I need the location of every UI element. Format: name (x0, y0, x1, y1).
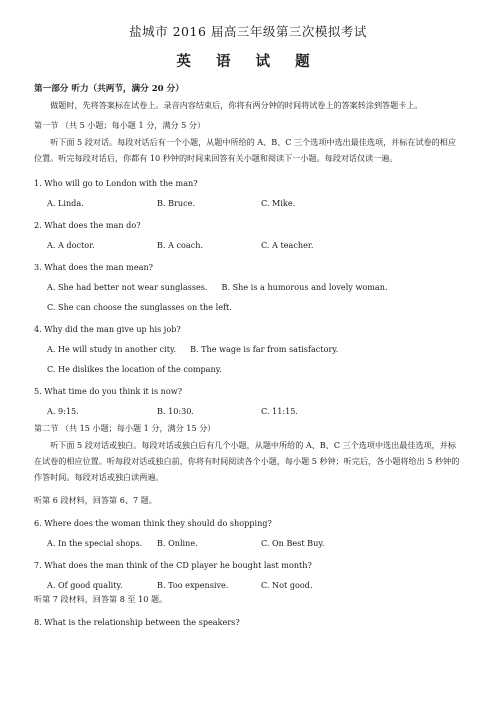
question-3-option-c-line (34, 302, 462, 312)
question-3-options-ab (34, 282, 462, 292)
option-a: A. Linda. (47, 198, 84, 208)
option-b: B. The wage is far from satisfactory. (190, 344, 339, 354)
option-c: C. She can choose the sunglasses on the left. (47, 302, 232, 312)
section2-instructions: 听下面 5 段对话或独白。每段对话或独白后有几个小题，从题中所给的 A、B、C 三个选项中选出最佳选项，并标在试卷的相应位置。听每段对话或独白前，你将有时间阅读各个小题，每小题 5 秒钟；听完后，各小题将给出 5 秒钟的作答时间。每段对话或独白读两遍。 (34, 440, 460, 482)
section1-instructions: 听下面 5 段对话。每段对话后有一个小题，从题中所给的 A、B、C 三个选项中选出最佳选项，并标在试卷的相应位置。听完每段对话后，你都有 10 秒钟的时间来回答有关小题和阅读下一小题。每段对话仅读一遍。 (34, 137, 456, 163)
part1-heading: 第一部分 听力（共两节，满分 20 分） (34, 84, 184, 94)
option-b: B. Bruce. (157, 198, 196, 208)
option-a: A. He will study in another city. (47, 344, 177, 354)
question-5-options (34, 406, 462, 416)
part1-intro: 做题时，先将答案标在试卷上。录音内容结束后，你将有两分钟的时间将试卷上的答案转涂到答题卡上。 (50, 100, 423, 110)
question-7-options (34, 580, 462, 590)
material-6-note: 听第 6 段材料，回答第 6、7 题。 (34, 495, 157, 505)
option-c: C. Not good. (261, 580, 313, 590)
option-a: A. She had better not wear sunglasses. (47, 282, 208, 292)
question-3: 3. What does the man mean? (34, 262, 154, 272)
exam-subtitle: 英 语 试 题 (176, 53, 320, 70)
exam-title: 盐城市 2016 届高三年级第三次模拟考试 (129, 24, 367, 39)
question-1-options (34, 198, 462, 208)
question-2: 2. What does the man do? (34, 220, 141, 230)
question-5: 5. What time do you think it is now? (34, 386, 183, 396)
option-b: B. Online. (157, 538, 198, 548)
question-6-options (34, 538, 462, 548)
option-a: A. In the special shops. (47, 538, 143, 548)
question-8: 8. What is the relationship between the speakers? (34, 617, 240, 627)
material-7-note: 听第 7 段材料，回答第 8 至 10 题。 (34, 594, 168, 604)
option-c: C. Mike. (261, 198, 296, 208)
option-a: A. Of good quality. (47, 580, 123, 590)
option-b: B. A coach. (157, 240, 204, 250)
section2-heading: 第二节 （共 15 小题；每小题 1 分，满分 15 分） (34, 423, 216, 433)
option-b: B. 10:30. (157, 406, 194, 416)
question-4: 4. Why did the man give up his job? (34, 324, 181, 334)
question-2-options (34, 240, 462, 250)
option-c: C. On Best Buy. (261, 538, 325, 548)
option-b: B. She is a humorous and lovely woman. (221, 282, 388, 292)
option-a: A. A doctor. (47, 240, 95, 250)
option-c: C. 11:15. (261, 406, 298, 416)
question-7: 7. What does the man think of the CD player he bought last month? (34, 560, 312, 570)
section1-heading: 第一节 （共 5 小题；每小题 1 分，满分 5 分） (34, 120, 206, 130)
question-4-options-ab (34, 344, 462, 354)
option-c: C. A teacher. (261, 240, 314, 250)
option-b: B. Too expensive. (157, 580, 229, 590)
question-4-option-c-line (34, 364, 462, 374)
question-6: 6. Where does the woman think they should do shopping? (34, 518, 272, 528)
option-a: A. 9:15. (47, 406, 79, 416)
question-1: 1. Who will go to London with the man? (34, 178, 198, 188)
option-c: C. He dislikes the location of the company. (47, 364, 222, 374)
